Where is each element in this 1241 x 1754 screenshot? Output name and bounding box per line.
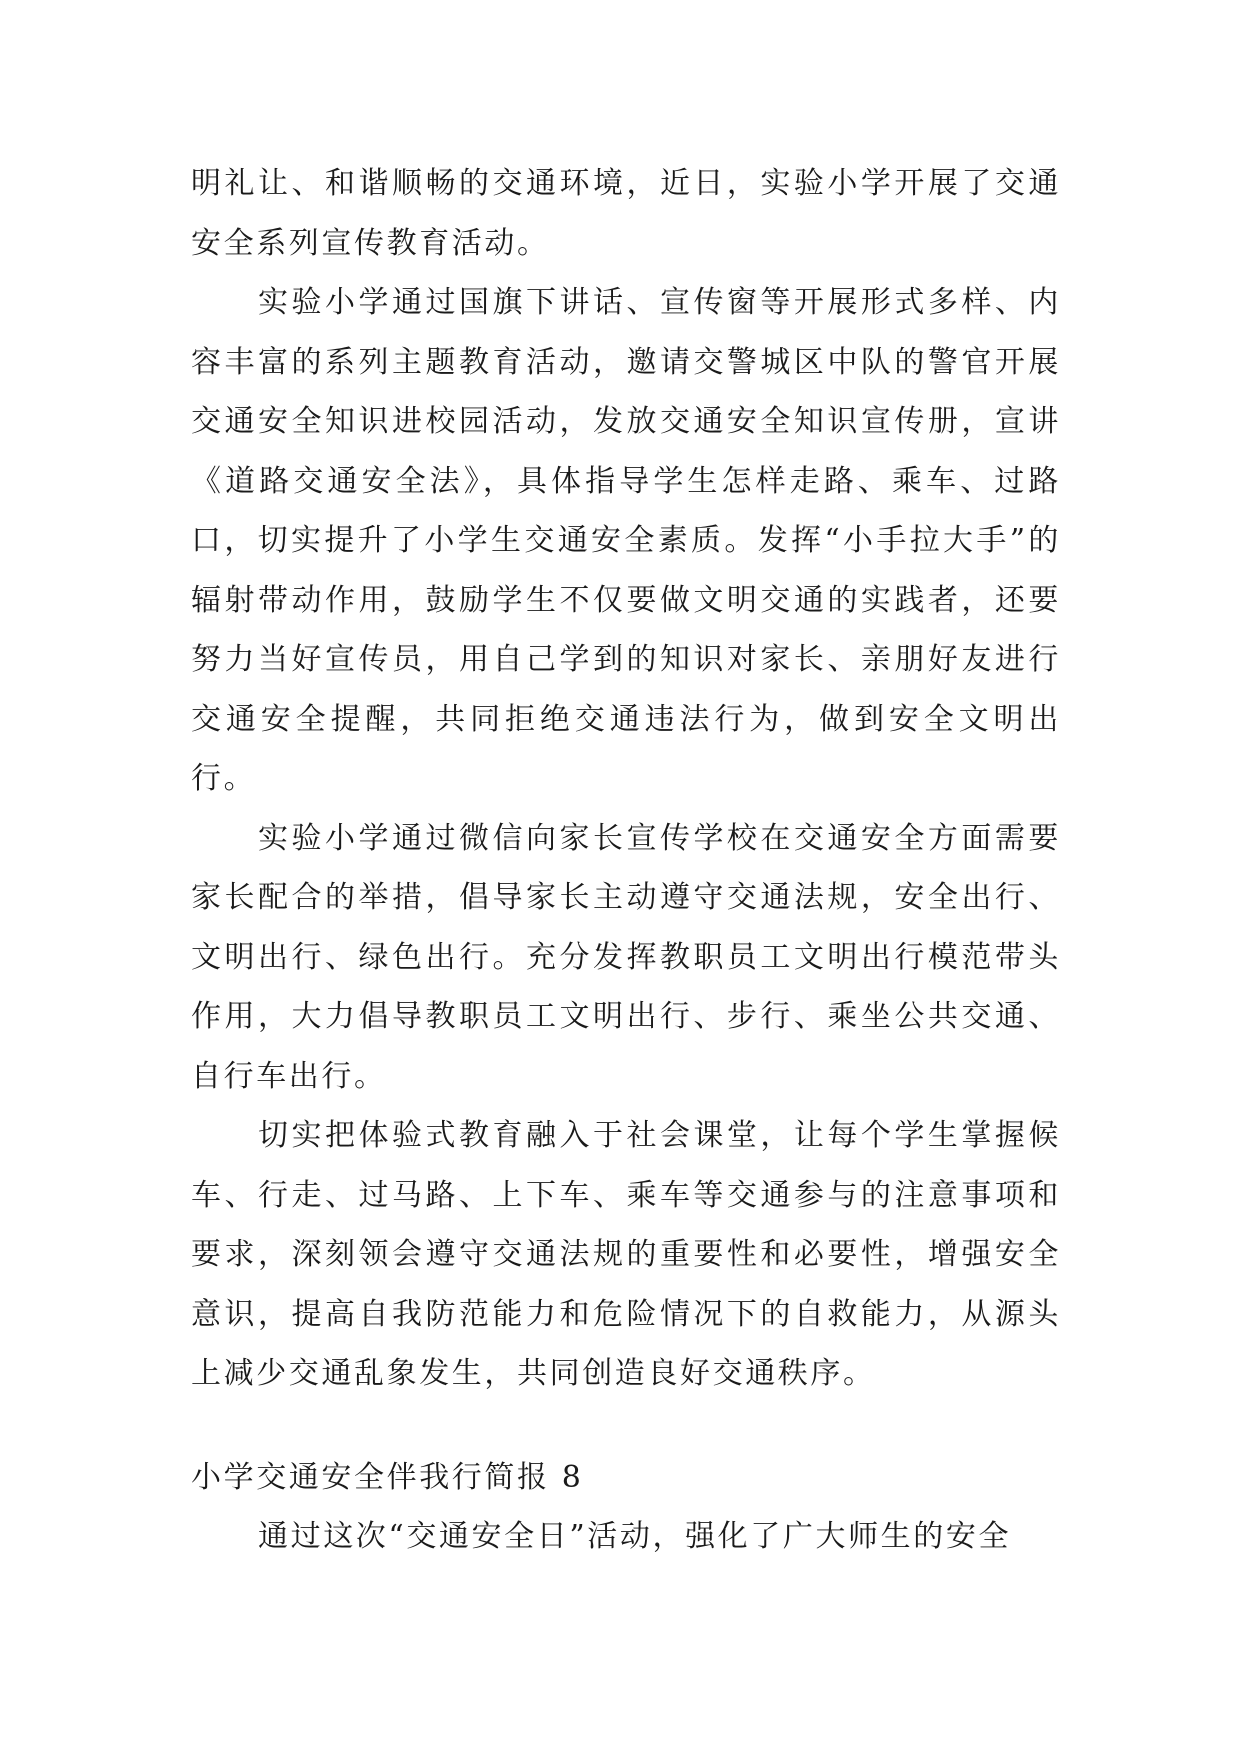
paragraph: 明礼让、和谐顺畅的交通环境，近日，实验小学开展了交通安全系列宣传教育活动。 xyxy=(191,166,1061,261)
paragraph: 实验小学通过国旗下讲话、宣传窗等开展形式多样、内容丰富的系列主题教育活动，邀请交警城区中队的警官开展交通安全知识进校园活动，发放交通安全知识宣传册，宣讲《道路交通安全法》，具体指导学生怎样走路、乘车、过路口，切实提升了小学生交通安全素质。发挥“小手拉大手”的辐射带动作用，鼓励学生不仅要做文明交通的实践者，还要努力当好宣传员，用自己学到的知识对家长、亲朋好友进行交通安全提醒，共同拒绝交通违法行为，做到安全文明出行。 xyxy=(191,285,1061,796)
section-heading: 小学交通安全伴我行简报 8 xyxy=(191,1459,584,1495)
paragraph: 切实把体验式教育融入于社会课堂，让每个学生掌握候车、行走、过马路、上下车、乘车等交通参与的注意事项和要求，深刻领会遵守交通法规的重要性和必要性，增强安全意识，提高自我防范能力和危险情况下的自救能力，从源头上减少交通乱象发生，共同创造良好交通秩序。 xyxy=(191,1118,1061,1391)
paragraph: 实验小学通过微信向家长宣传学校在交通安全方面需要家长配合的举措，倡导家长主动遵守交通法规，安全出行、文明出行、绿色出行。充分发挥教职员工文明出行模范带头作用，大力倡导教职员工文明出行、步行、乘坐公共交通、自行车出行。 xyxy=(191,820,1061,1094)
paragraph: 通过这次“交通安全日”活动，强化了广大师生的安全 xyxy=(258,1519,1012,1554)
document-body xyxy=(191,154,1061,1567)
